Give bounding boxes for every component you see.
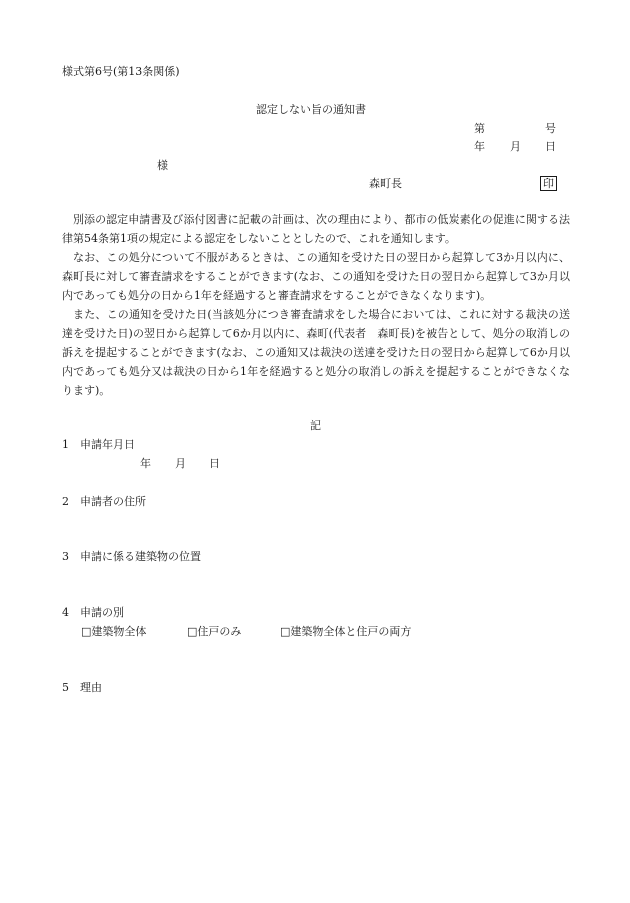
option-whole-building[interactable]: □建築物全体 [81,625,147,638]
number-prefix: 第 [474,122,485,135]
item-1-number: 1 [62,438,69,451]
item-5-number: 5 [62,681,69,694]
document-title: 認定しない旨の通知書 [256,103,366,116]
option-dwelling-only[interactable]: □住戸のみ [187,625,242,638]
ki-heading: 記 [310,419,321,432]
seal-mark [540,176,557,191]
issuer-name: 森町長 [369,177,402,190]
form-number-label: 様式第6号(第13条関係) [62,65,180,78]
item-1-label: 申請年月日 [80,438,135,451]
item-5-label: 理由 [80,681,102,694]
seal-label: 印 [540,176,557,191]
addressee-honorific: 様 [157,159,168,172]
date-month-label: 月 [510,140,521,153]
item-1-year-label: 年 [140,457,151,470]
body-paragraph-1: 別添の認定申請書及び添付図書に記載の計画は、次の理由により、都市の低炭素化の促進に関する法律第54条第1項の規定による認定をしないこととしたので、これを通知します。 [62,213,570,245]
item-4-number: 4 [62,606,69,619]
option-building-and-dwelling[interactable]: □建築物全体と住戸の両方 [280,625,412,638]
body-paragraph-2: なお、この処分について不服があるときは、この通知を受けた日の翌日から起算して3か月以内に、森町長に対して審査請求をすることができます(なお、この通知を受けた日の翌日から起算して3か月以内であっても処分の日から1年を経過すると審査請求をすることができなくなります)。 [62,251,570,302]
item-4-label: 申請の別 [80,606,124,619]
item-2-label: 申請者の住所 [80,495,146,508]
item-3-number: 3 [62,550,69,563]
item-3-label: 申請に係る建築物の位置 [80,550,201,563]
number-suffix: 号 [545,122,556,135]
item-1-month-label: 月 [175,457,186,470]
date-year-label: 年 [474,140,485,153]
date-day-label: 日 [545,140,556,153]
item-1-day-label: 日 [209,457,220,470]
body-paragraph-3: また、この通知を受けた日(当該処分につき審査請求をした場合においては、これに対する裁決の送達を受けた日)の翌日から起算して6か月以内に、森町(代表者 森町長)を被告として、処分の取消しの訴えを提起することができます(なお、この通知又は裁決の送達を受けた日の翌日から起算して6か月以内であっても処分又は裁決の日から1年を経過すると処分の取消しの訴えを提起することができなくなります)。 [62,308,570,397]
item-2-number: 2 [62,495,69,508]
